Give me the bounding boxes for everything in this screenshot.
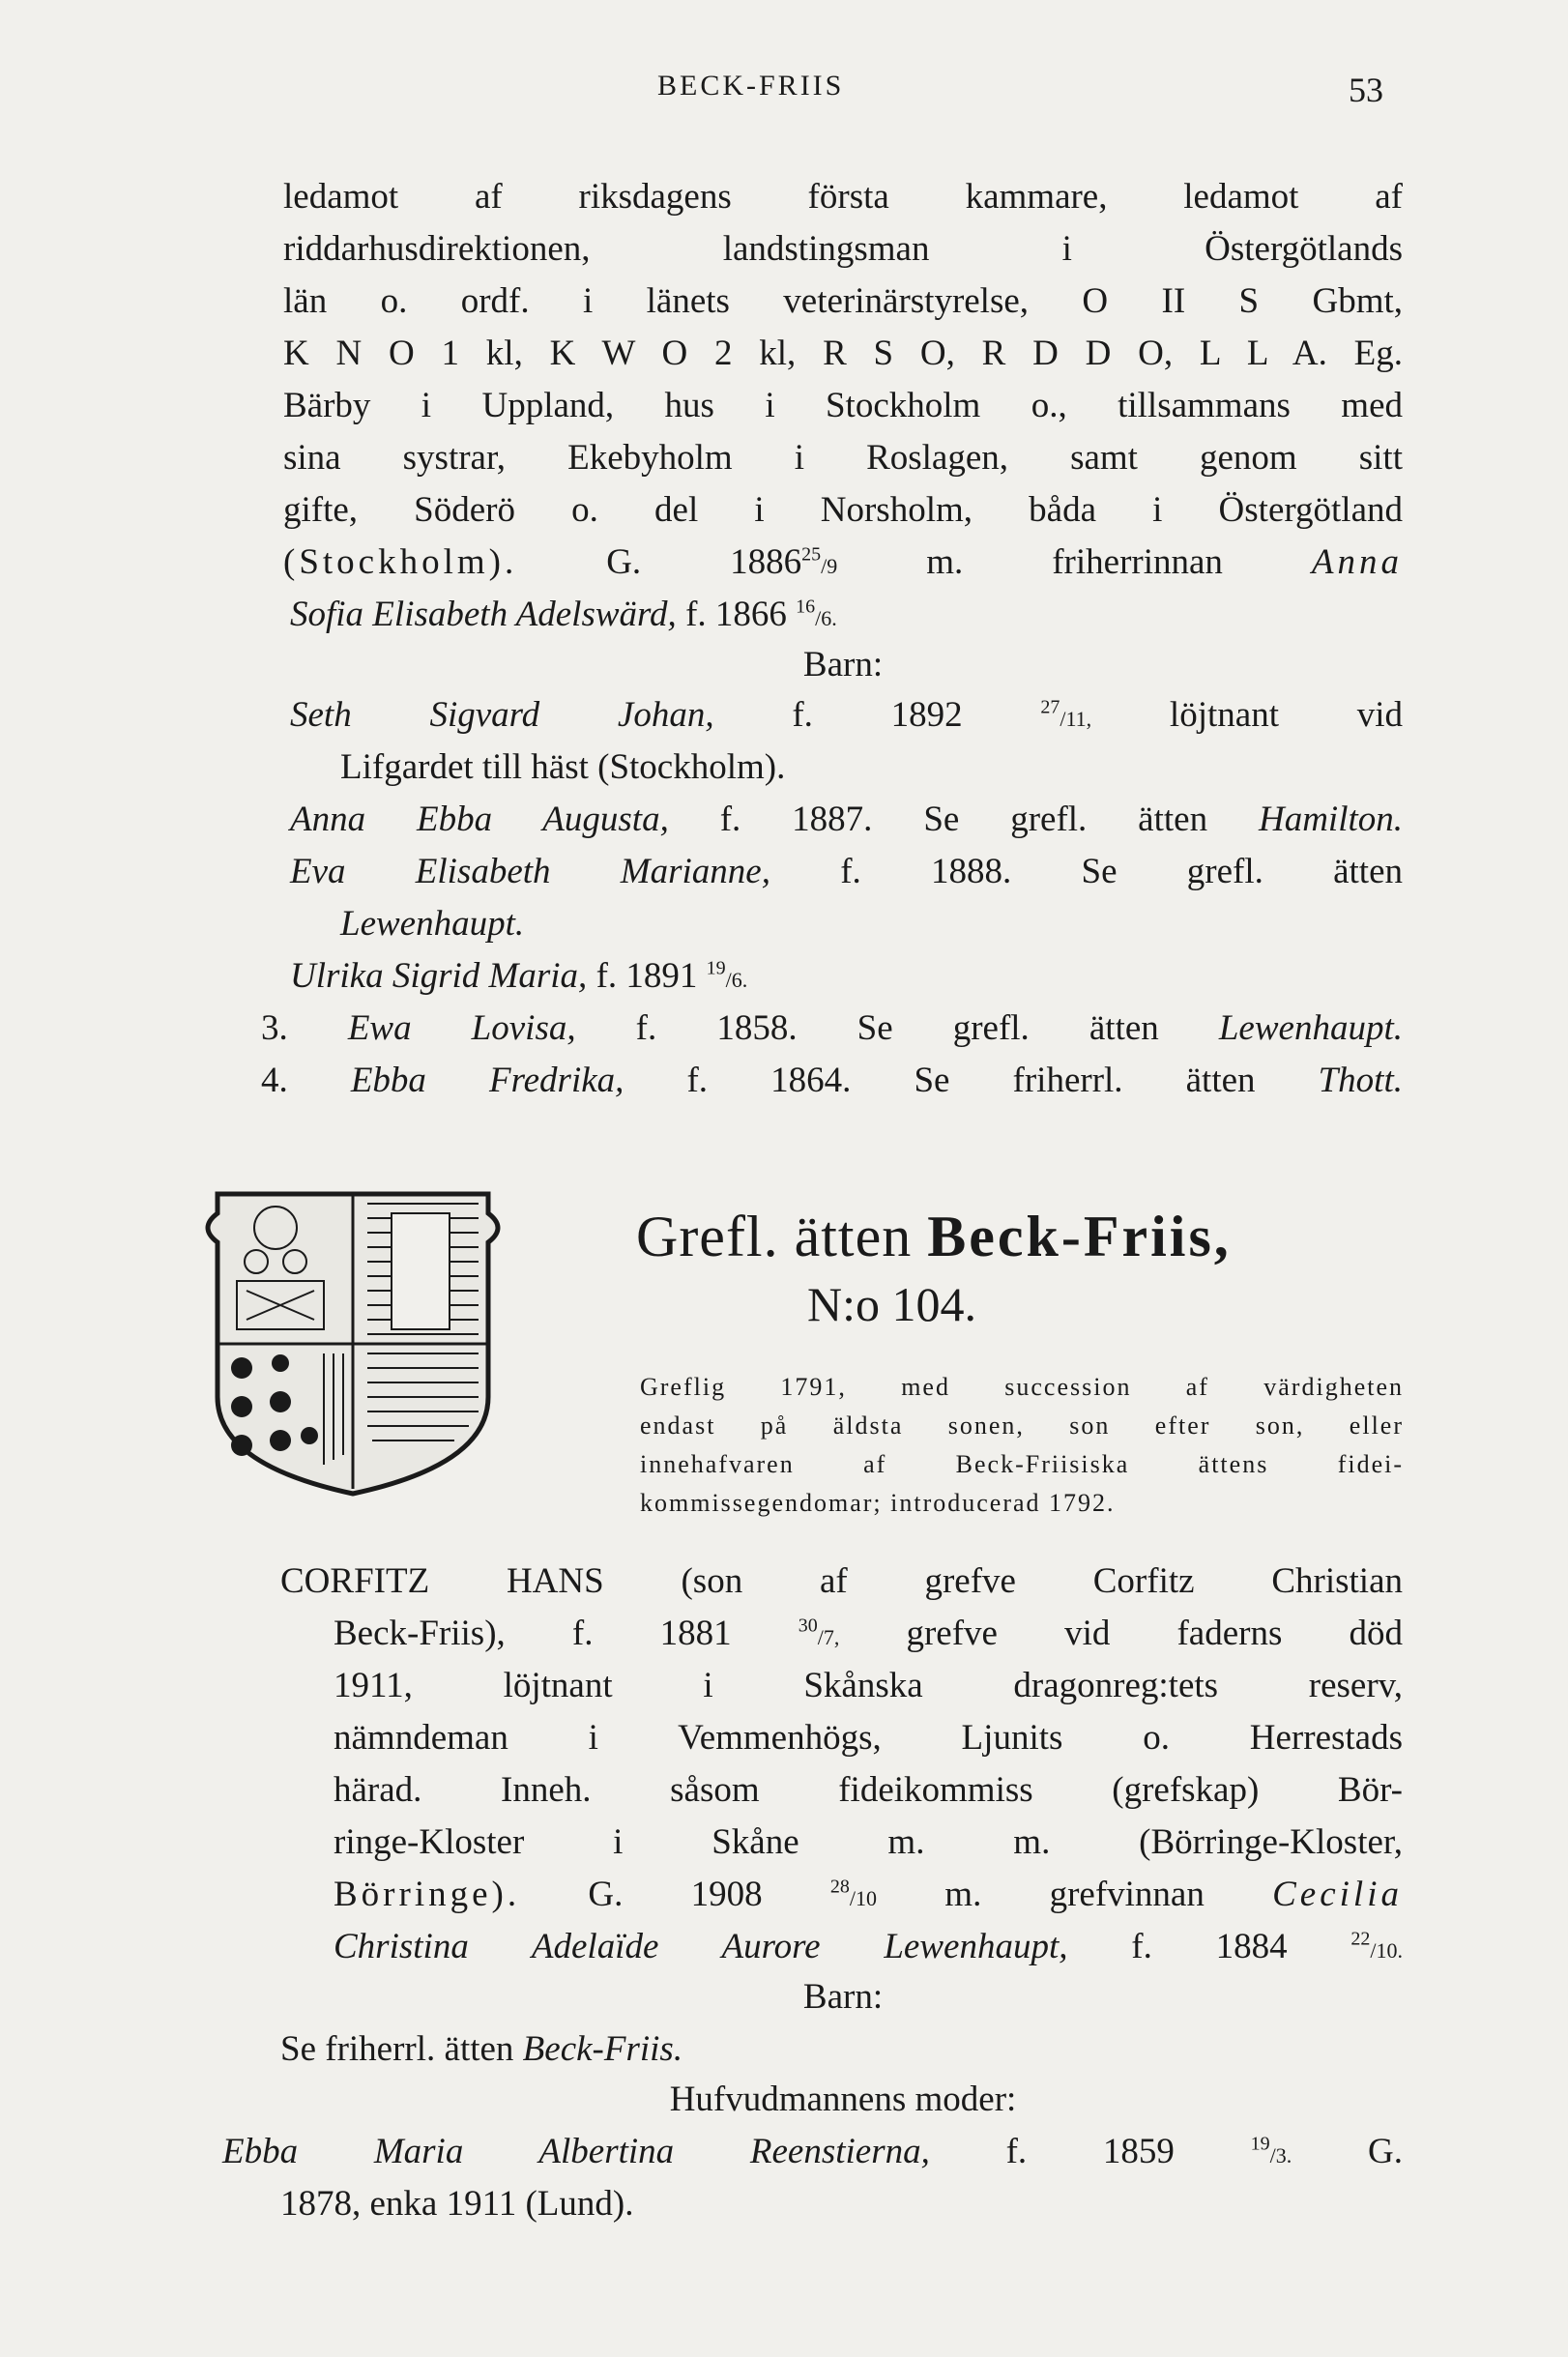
text-line (290, 847, 1403, 897)
date-text: G. 1908 (520, 1875, 830, 1914)
coat-of-arms-icon (198, 1175, 508, 1499)
name-italic: Sofia Elisabeth Adelswärd, (290, 595, 677, 634)
date-sup: 27 (1040, 696, 1060, 718)
text-line: ledamot af riksdagens första kammare, ledamot af (283, 177, 1403, 217)
name-italic: Ewa Lovisa, (347, 1008, 576, 1048)
name-italic: Anna Ebba Augusta, (290, 800, 669, 839)
text-line: gifte, Söderö o. del i Norsholm, båda i Östergötland (283, 490, 1403, 530)
date-frac: /10 (849, 1886, 878, 1910)
date-sup: 30 (798, 1615, 818, 1637)
text-line (290, 590, 1409, 644)
name-italic: Anna (1311, 542, 1403, 582)
text-span: grefve vid faderns död (839, 1614, 1403, 1653)
date-frac: /9 (821, 554, 838, 578)
text-span: G. (1292, 2132, 1403, 2171)
text-line: sina systrar, Ekebyholm i Roslagen, samt genom sitt (283, 438, 1403, 478)
date-text: f. 1859 (929, 2132, 1251, 2171)
date-frac: /7, (817, 1625, 840, 1649)
moder-heading: Hufvudmannens moder: (669, 2080, 1017, 2119)
date-frac: /6. (725, 968, 748, 992)
text-span: m. friherrinnan (837, 542, 1312, 582)
text-span: löjtnant vid (1091, 695, 1403, 735)
text-line (334, 1609, 1403, 1663)
section-number: N:o 104. (807, 1277, 976, 1331)
text-line: Bärby i Uppland, hus i Stockholm o., tillsammans med (283, 386, 1403, 425)
name-italic: Christina Adelaïde Aurore Lewenhaupt, (334, 1927, 1068, 1966)
text-span: f. 1858. Se grefl. ätten (575, 1008, 1219, 1048)
name-italic: Lewenhaupt. (1218, 1008, 1403, 1048)
text-span: Se friherrl. ätten (280, 2029, 523, 2069)
item-number: 4. (261, 1061, 351, 1100)
barn-heading: Barn: (802, 1977, 884, 2017)
text-line: nämndeman i Vemmenhögs, Ljunits o. Herrestads (334, 1718, 1403, 1758)
name-italic: Cecilia (1272, 1875, 1403, 1914)
page-number: 53 (1349, 71, 1383, 109)
text-line (222, 2127, 1403, 2181)
item-number: 3. (261, 1008, 348, 1048)
running-title: BECK-FRIIS (657, 70, 845, 102)
text-line: län o. ordf. i länets veterinärstyrelse, O II S Gbmt, (283, 281, 1403, 321)
text-line (261, 1056, 1403, 1106)
text-line: K N O 1 kl, K W O 2 kl, R S O, R D D O, L L A. Eg. (283, 334, 1403, 373)
barn-heading: Barn: (802, 645, 884, 684)
name-italic: Thott. (1318, 1061, 1403, 1100)
text-line: härad. Inneh. såsom fideikommiss (grefskap) Bör- (334, 1770, 1403, 1810)
note-line: innehafvaren af Beck-Friisiska ättens fidei- (640, 1450, 1404, 1478)
text-line (334, 1922, 1403, 1976)
date-frac: /3. (1269, 2143, 1292, 2168)
text-span: f. 1888. Se grefl. ätten (769, 852, 1403, 891)
name-italic: Ulrika Sigrid Maria, (290, 956, 588, 996)
text-line (261, 1004, 1403, 1054)
text-span: f. 1887. Se grefl. ätten (668, 800, 1259, 839)
note-line: endast på äldsta sonen, son efter son, eller (640, 1411, 1404, 1440)
text-span: m. grefvinnan (877, 1875, 1273, 1914)
date-text: f. 1891 (587, 956, 707, 996)
name-italic: Eva Elisabeth Marianne, (290, 852, 770, 891)
text-line: riddarhusdirektionen, landstingsman i Östergötlands (283, 229, 1403, 269)
date-text: f. 1892 (713, 695, 1041, 735)
text-line: Lifgardet till häst (Stockholm). (340, 747, 786, 787)
note-line: kommissegendomar; introducerad 1792. (640, 1489, 1116, 1517)
text-line: ringe-Kloster i Skåne m. m. (Börringe-Kloster, (334, 1822, 1403, 1862)
date-sup: 25 (801, 543, 822, 566)
text-span: Beck-Friis), f. 1881 (334, 1614, 799, 1653)
date-sup: 16 (796, 596, 816, 618)
text-line: 1878, enka 1911 (Lund). (280, 2184, 634, 2224)
section-title-prefix: Grefl. ätten (636, 1205, 928, 1268)
text-line (290, 690, 1403, 744)
name-italic: Ebba Fredrika, (350, 1061, 624, 1100)
name-italic: Beck-Friis. (522, 2029, 683, 2069)
text-line (334, 1870, 1403, 1924)
text-line: CORFITZ HANS (son af grefve Corfitz Christian (280, 1561, 1403, 1601)
date-text: f. 1884 (1067, 1927, 1351, 1966)
text-line (290, 951, 1409, 1005)
date-sup: 19 (706, 957, 726, 979)
date-text: G. 1886 (606, 542, 802, 582)
name-italic: Ebba Maria Albertina Reenstierna, (222, 2132, 930, 2171)
text-line (290, 795, 1403, 845)
note-line: Grefli​g 1791, med succession af värdigheten (640, 1373, 1404, 1401)
place-name: Börringe). (334, 1875, 521, 1914)
running-header (0, 70, 1568, 118)
section-title-name: Beck-Friis, (927, 1205, 1232, 1268)
name-italic: Seth Sigvard Johan, (290, 695, 714, 735)
text-line (283, 538, 1403, 592)
date-frac: /6. (815, 606, 837, 630)
date-sup: 22 (1350, 1928, 1371, 1950)
text-line (280, 2024, 1400, 2075)
text-span: f. 1864. Se friherrl. ätten (624, 1061, 1319, 1100)
name-italic: Hamilton. (1258, 800, 1403, 839)
text-line: 1911, löjtnant i Skånska dragonreg:tets reserv, (334, 1666, 1403, 1705)
date-frac: /10. (1370, 1938, 1403, 1963)
text-line: Lewenhaupt. (340, 904, 525, 944)
date-sup: 19 (1250, 2133, 1270, 2155)
section-title (636, 1204, 1232, 1270)
date-text: f. 1866 (676, 595, 797, 634)
date-frac: /11, (1060, 707, 1092, 731)
date-sup: 28 (829, 1876, 850, 1898)
place-name: (Stockholm). (283, 542, 518, 582)
